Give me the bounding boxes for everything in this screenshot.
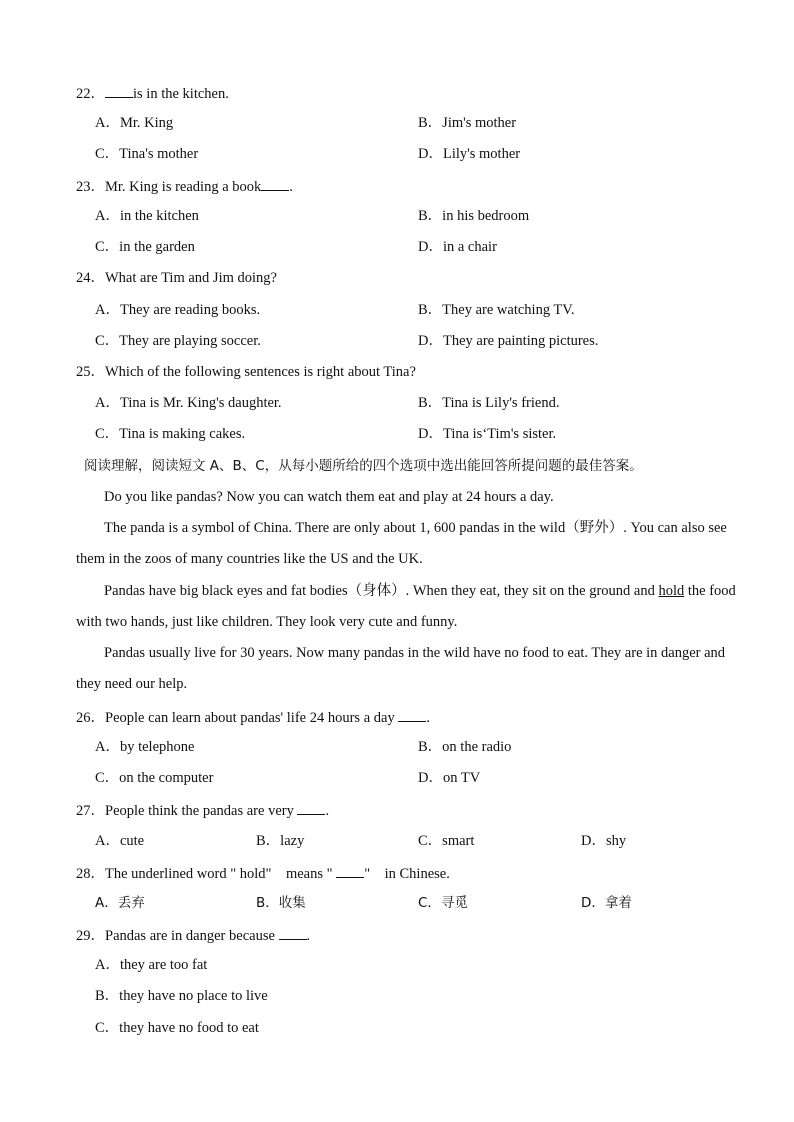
passage-paragraph-2-line-2: them in the zoos of many countries like the US and the UK. <box>76 551 423 567</box>
option-a: A．cute <box>95 833 145 849</box>
option-c: C．they have no food to eat <box>95 1020 259 1036</box>
passage-paragraph-3-line-2: with two hands, just like children. They look very cute and funny. <box>76 614 458 630</box>
option-b: B．Jim's mother <box>418 115 517 131</box>
option-c: C．寻觅 <box>418 895 468 911</box>
option-b: B．收集 <box>256 895 306 911</box>
option-b: B．Tina is Lily's friend. <box>418 395 560 411</box>
option-c: C．Tina is making cakes. <box>95 426 246 442</box>
option-d: D．on TV <box>418 770 481 786</box>
question-end: . <box>325 803 330 819</box>
option-d: D．in a chair <box>418 239 497 255</box>
question-text: 23．Mr. King is reading a book <box>76 179 262 195</box>
option-d: D．Tina is‘Tim's sister. <box>418 426 557 442</box>
question-text: 28．The underlined word " hold" means " <box>76 866 337 882</box>
option-a: A．they are too fat <box>95 957 208 973</box>
passage-paragraph-3-line-1 <box>104 582 736 600</box>
reading-instruction: 阅读理解，阅读短文 A、B、C，从每小题所给的四个选项中选出能回答所提问题的最佳答案。 <box>84 458 643 474</box>
question-27 <box>76 800 329 820</box>
question-number: 22． <box>76 86 105 102</box>
answer-blank <box>279 925 307 940</box>
option-c: C．Tina's mother <box>95 146 199 162</box>
option-a: A．丢弃 <box>95 895 145 911</box>
answer-blank <box>261 176 289 191</box>
question-text: 27．People think the pandas are very <box>76 803 294 819</box>
option-c: C．in the garden <box>95 239 195 255</box>
question-25: 25．Which of the following sentences is right about Tina? <box>76 364 416 380</box>
question-text: 26．People can learn about pandas' life 24 hours a day <box>76 710 395 726</box>
answer-blank <box>105 83 133 98</box>
passage-text: the food <box>684 583 736 599</box>
question-end: . <box>306 928 311 944</box>
option-b: B．on the radio <box>418 739 512 755</box>
passage-paragraph-4-line-1: Pandas usually live for 30 years. Now many pandas in the wild have no food to eat. They are in danger and <box>104 645 726 661</box>
passage-text: Pandas have big black eyes and fat bodies（身体）. When they eat, they sit on the ground and <box>104 583 659 599</box>
question-end: . <box>426 710 430 726</box>
answer-blank <box>297 800 325 815</box>
question-29 <box>76 925 310 945</box>
option-c: C．smart <box>418 833 475 849</box>
question-26 <box>76 707 430 727</box>
question-text: 29．Pandas are in danger because <box>76 928 275 944</box>
question-24: 24．What are Tim and Jim doing? <box>76 270 277 286</box>
question-end: . <box>289 179 293 195</box>
option-d: D．shy <box>581 833 627 849</box>
question-text: is in the kitchen. <box>133 86 229 102</box>
option-a: A．in the kitchen <box>95 208 199 224</box>
option-d: D．拿着 <box>581 895 632 911</box>
option-c: C．on the computer <box>95 770 214 786</box>
passage-paragraph-1: Do you like pandas? Now you can watch them eat and play at 24 hours a day. <box>104 489 554 505</box>
question-22 <box>76 83 229 103</box>
option-a: A．They are reading books. <box>95 302 261 318</box>
answer-blank <box>336 863 364 878</box>
question-text: " in Chinese. <box>364 866 450 882</box>
option-d: D．They are painting pictures. <box>418 333 599 349</box>
answer-blank <box>398 707 426 722</box>
option-b: B．in his bedroom <box>418 208 530 224</box>
question-28 <box>76 863 450 883</box>
option-d: D．Lily's mother <box>418 146 521 162</box>
option-a: A．by telephone <box>95 739 195 755</box>
underlined-word: hold <box>658 583 685 599</box>
passage-paragraph-2-line-1: The panda is a symbol of China. There are only about 1, 600 pandas in the wild（野外）. You can also see <box>104 520 727 536</box>
option-b: B．lazy <box>256 833 305 849</box>
option-c: C．They are playing soccer. <box>95 333 261 349</box>
option-a: A．Mr. King <box>95 115 174 131</box>
option-a: A．Tina is Mr. King's daughter. <box>95 395 282 411</box>
option-b: B．They are watching TV. <box>418 302 575 318</box>
question-23 <box>76 176 293 196</box>
passage-paragraph-4-line-2: they need our help. <box>76 676 188 692</box>
option-b: B．they have no place to live <box>95 988 268 1004</box>
